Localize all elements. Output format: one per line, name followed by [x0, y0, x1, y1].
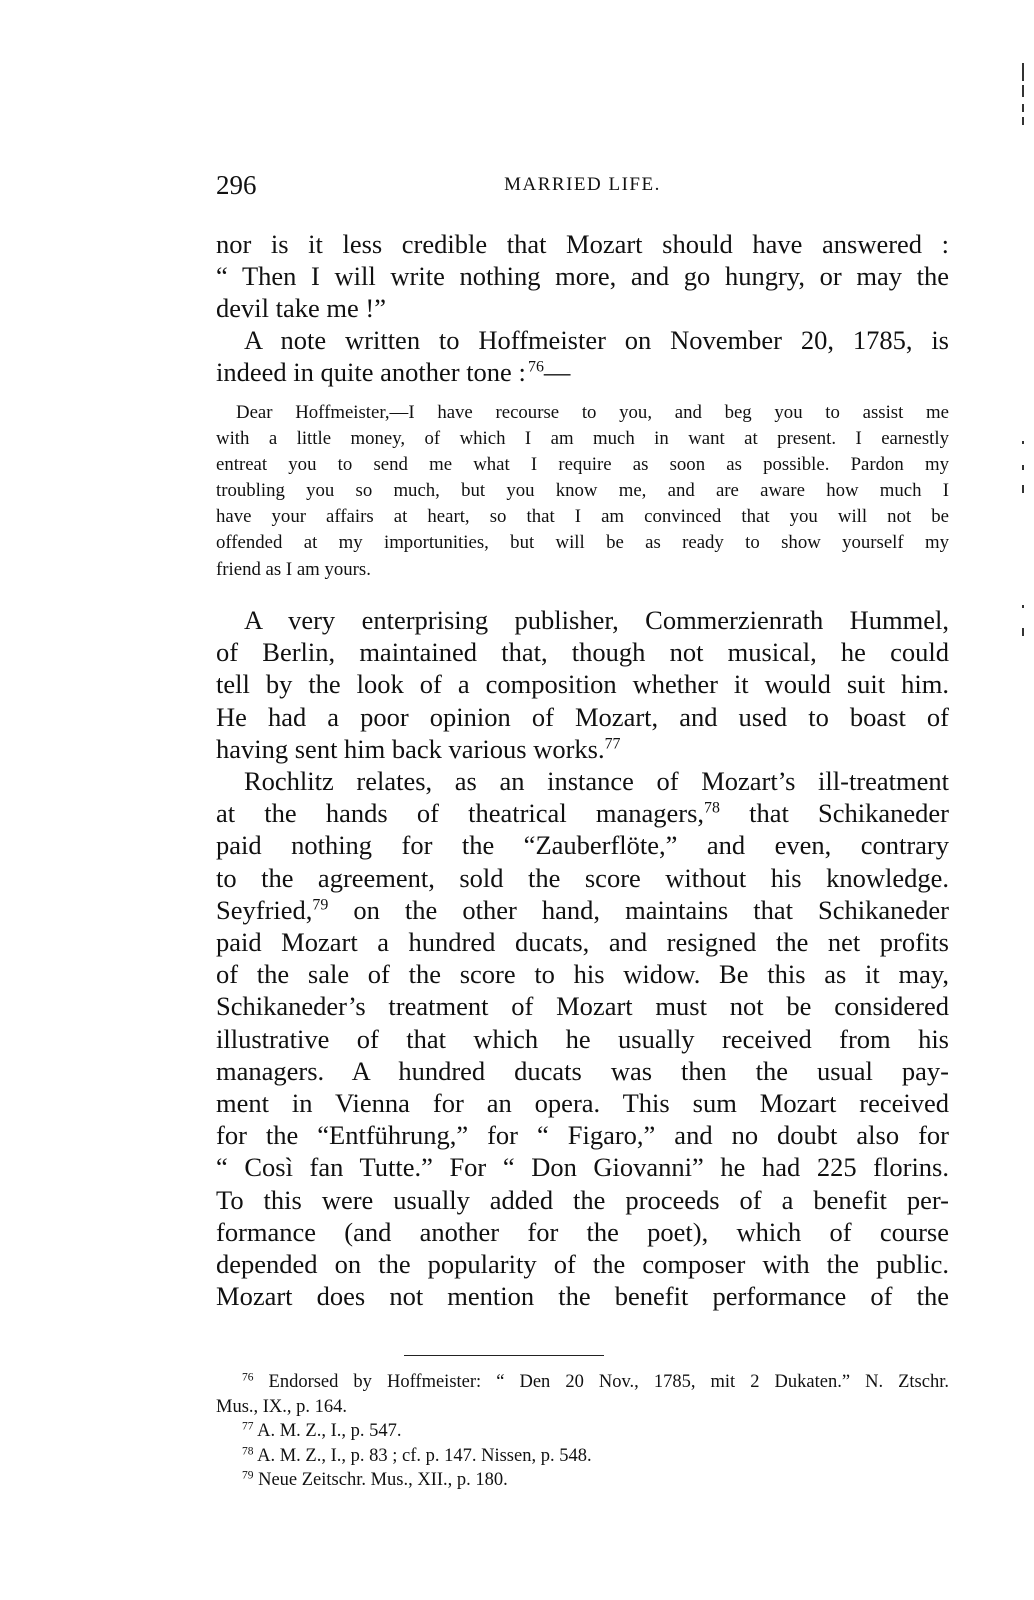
- footnote-line: [216, 1419, 949, 1444]
- footnote-number: 77: [242, 1420, 254, 1433]
- text-span: indeed in quite another tone :: [216, 357, 526, 388]
- text-span: A. M. Z., I., p. 83 ; cf. p. 147. Nissen, p. 548.: [257, 1445, 592, 1466]
- footnote-ref-76[interactable]: 76: [528, 358, 544, 376]
- text-span: Neue Zeitschr. Mus., XII., p. 180.: [258, 1470, 508, 1491]
- text-line: managers. A hundred ducats was then the usual pay-: [216, 1055, 949, 1086]
- footnote-ref-78[interactable]: 78: [704, 799, 720, 817]
- quote-line: entreat you to send me what I require as soon as possible. Pardon my: [216, 454, 949, 476]
- footnote-line: [216, 1468, 949, 1493]
- text-line: devil take me !”: [216, 293, 386, 324]
- quote-line: with a little money, of which I am much in want at present. I earnestly: [216, 428, 949, 450]
- quote-line: friend as I am yours.: [216, 558, 371, 580]
- text-line: To this were usually added the proceeds of a benefit per-: [216, 1184, 949, 1215]
- footnote-78: [216, 1444, 949, 1469]
- footnote-ref-79[interactable]: 79: [312, 896, 329, 914]
- text-line: ment in Vienna for an opera. This sum Mozart received: [216, 1088, 949, 1119]
- page-number: 296: [216, 170, 257, 200]
- footnote-separator: [404, 1355, 604, 1356]
- scan-margin-mark: [1022, 104, 1024, 112]
- text-line: He had a poor opinion of Mozart, and used to boast of: [216, 701, 949, 732]
- text-line: [216, 356, 949, 388]
- text-line: paid Mozart a hundred ducats, and resigned the net profits: [216, 927, 949, 958]
- text-span: that Schikaneder: [719, 798, 949, 829]
- letter-quotation: [216, 400, 949, 583]
- text-span: having sent him back various works.: [216, 733, 605, 764]
- footnote-number: 76: [242, 1371, 254, 1384]
- text-line: for the “Entführung,” for “ Figaro,” and no doubt also for: [216, 1120, 949, 1151]
- running-title: MARRIED LIFE.: [504, 174, 661, 195]
- text-line: A very enterprising publisher, Commerzienrath Hummel,: [244, 605, 949, 635]
- scan-margin-mark: [1022, 85, 1024, 97]
- text-span: A. M. Z., I., p. 547.: [257, 1421, 402, 1442]
- footnote-76: [216, 1370, 949, 1419]
- text-span: Endorsed by Hoffmeister: “ Den 20 Nov., 1785, mit 2 Dukaten.” N. Ztschr.: [268, 1372, 949, 1392]
- text-line: A note written to Hoffmeister on November 20, 1785, is: [244, 325, 949, 355]
- quote-line: troubling you so much, but you know me, and are aware how much I: [216, 480, 949, 502]
- footnotes: [216, 1370, 949, 1493]
- footnote-ref-77[interactable]: 77: [604, 735, 621, 753]
- text-line: “ Così fan Tutte.” For “ Don Giovanni” he had 225 florins.: [216, 1152, 949, 1183]
- footnote-number: 78: [242, 1445, 254, 1458]
- text-line: nor is it less credible that Mozart should have answered :: [216, 229, 949, 259]
- footnote-line: Mus., IX., p. 164.: [216, 1396, 348, 1417]
- text-line: to the agreement, sold the score without his knowledge.: [216, 862, 949, 893]
- paragraph-rochlitz: [216, 765, 949, 1312]
- footnote-79: [216, 1468, 949, 1493]
- running-head: [216, 170, 949, 200]
- quote-line: offended at my importunities, but will be as ready to show yourself my: [216, 532, 949, 554]
- paragraph-continuation: [216, 228, 949, 325]
- text-line: tell by the look of a composition whether it would suit him.: [216, 669, 949, 700]
- text-line: depended on the popularity of the composer with the public.: [216, 1249, 949, 1280]
- scan-margin-mark: [1022, 441, 1024, 444]
- paragraph-hummel: [216, 604, 949, 765]
- footnote-line: [216, 1370, 949, 1395]
- quote-line: have your affairs at heart, so that I am convinced that you will not be: [216, 506, 949, 528]
- text-span: at the hands of theatrical managers,: [216, 798, 705, 829]
- text-line: [216, 733, 949, 765]
- quote-line: Dear Hoffmeister,—I have recourse to you, and beg you to assist me: [236, 402, 949, 423]
- text-line: of the sale of the score to his widow. Be this as it may,: [216, 959, 949, 990]
- footnote-77: [216, 1419, 949, 1444]
- text-span: —: [543, 357, 571, 388]
- text-line: Mozart does not mention the benefit performance of the: [216, 1281, 949, 1312]
- text-line: of Berlin, maintained that, though not musical, he could: [216, 637, 949, 668]
- text-line: [216, 797, 949, 829]
- text-line: “ Then I will write nothing more, and go hungry, or may the: [216, 261, 949, 292]
- text-span: on the other hand, maintains that Schikaneder: [328, 894, 949, 925]
- text-line: Rochlitz relates, as an instance of Mozart’s ill-treatment: [244, 766, 949, 796]
- scan-margin-mark: [1022, 465, 1024, 470]
- footnote-line: [216, 1444, 949, 1469]
- text-span: Seyfried,: [216, 894, 313, 925]
- text-line: [216, 894, 949, 926]
- text-line: paid nothing for the “Zauberflöte,” and even, contrary: [216, 830, 949, 861]
- paragraph-note-intro: [216, 324, 949, 388]
- text-line: Schikaneder’s treatment of Mozart must not be considered: [216, 991, 949, 1022]
- scan-margin-mark: [1022, 63, 1024, 81]
- scan-margin-mark: [1022, 605, 1024, 608]
- footnote-number: 79: [242, 1470, 254, 1483]
- scan-margin-mark: [1022, 117, 1024, 125]
- text-line: formance (and another for the poet), which of course: [216, 1216, 949, 1247]
- scan-margin-mark: [1022, 485, 1024, 493]
- scan-margin-mark: [1022, 628, 1024, 636]
- text-line: illustrative of that which he usually received from his: [216, 1023, 949, 1054]
